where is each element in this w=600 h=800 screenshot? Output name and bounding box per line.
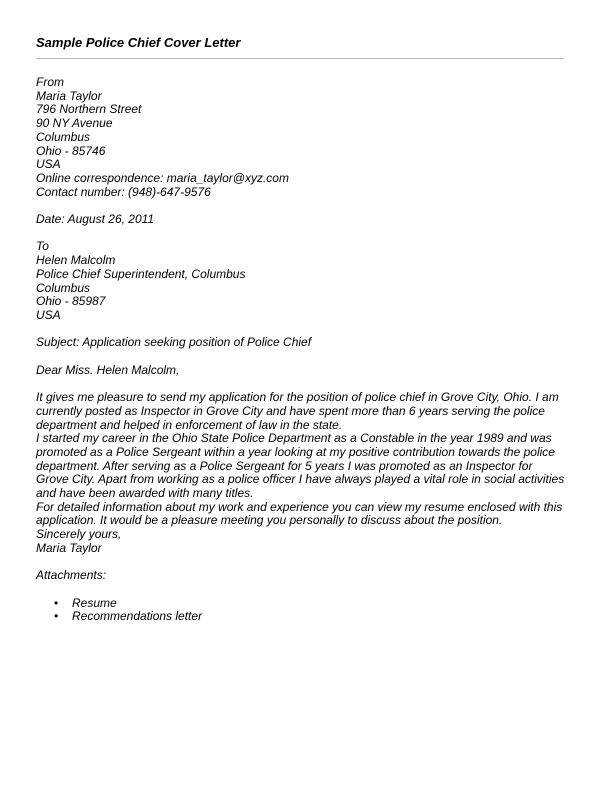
sender-state-zip: Ohio - 85746 [36, 143, 106, 158]
recipient-position: Police Chief Superintendent, Columbus [36, 266, 246, 281]
sender-name: Maria Taylor [36, 88, 102, 103]
body-paragraph-3: For detailed information about my work and experience you can view my resume enclosed with this application. It would be a pleasure meeting you personally to discuss about the position. [36, 499, 563, 528]
document-title: Sample Police Chief Cover Letter [36, 35, 241, 50]
recipient-name: Helen Malcolm [36, 253, 116, 268]
recipient-city: Columbus [36, 280, 91, 295]
subject [36, 336, 566, 350]
signature-name: Maria Taylor [36, 540, 102, 555]
from-label: From [36, 75, 64, 89]
salutation [36, 364, 566, 378]
bullet-icon: • [54, 609, 59, 624]
letter-body [36, 76, 566, 624]
recipient-address [36, 240, 566, 322]
sender-city: Columbus [36, 129, 91, 144]
letter-date [36, 213, 566, 227]
attachments-list [36, 597, 566, 624]
attachment-recommendations: Recommendations letter [72, 609, 203, 624]
recipient-country: USA [36, 307, 61, 322]
sender-avenue: 90 NY Avenue [36, 116, 113, 131]
body-paragraph-1: It gives me pleasure to send my application for the position of police chief in Grove City, Ohio. I am currently posted as Inspector in Grove City and have spent more than 6 years serving the police department and helped in enforcement of law in the state. [36, 390, 559, 432]
closing-block [36, 528, 566, 555]
list-item [36, 597, 566, 611]
attachments-heading [36, 569, 566, 583]
salutation-line: Dear Miss. Helen Malcolm, [36, 362, 180, 377]
title-divider [36, 58, 564, 59]
sender-email: Online correspondence: maria_taylor@xyz.com [36, 170, 289, 185]
attachments-label: Attachments: [36, 568, 107, 583]
to-label: To [36, 239, 49, 254]
recipient-state-zip: Ohio - 85987 [36, 294, 106, 309]
sender-address [36, 76, 566, 199]
subject-line: Subject: Application seeking position of Police Chief [36, 335, 312, 350]
sender-street: 796 Northern Street [36, 102, 142, 117]
attachment-resume: Resume [72, 595, 117, 610]
closing-line: Sincerely yours, [36, 527, 122, 542]
date-line: Date: August 26, 2011 [36, 212, 155, 227]
bullet-icon: • [54, 595, 59, 610]
body-paragraph-2: I started my career in the Ohio State Police Department as a Constable in the year 1989 and was promoted as a Police Sergeant within a year looking at my positive contribution towards the police department. After serving as a Police Sergeant for 5 years I was promoted as an Inspector for Grove City. Apart from working as a police officer I have always played a vital role in social activities and have been awarded with many titles. [36, 431, 565, 501]
sender-country: USA [36, 157, 61, 172]
sender-phone: Contact number: (948)-647-9576 [36, 184, 211, 199]
list-item [36, 610, 566, 624]
